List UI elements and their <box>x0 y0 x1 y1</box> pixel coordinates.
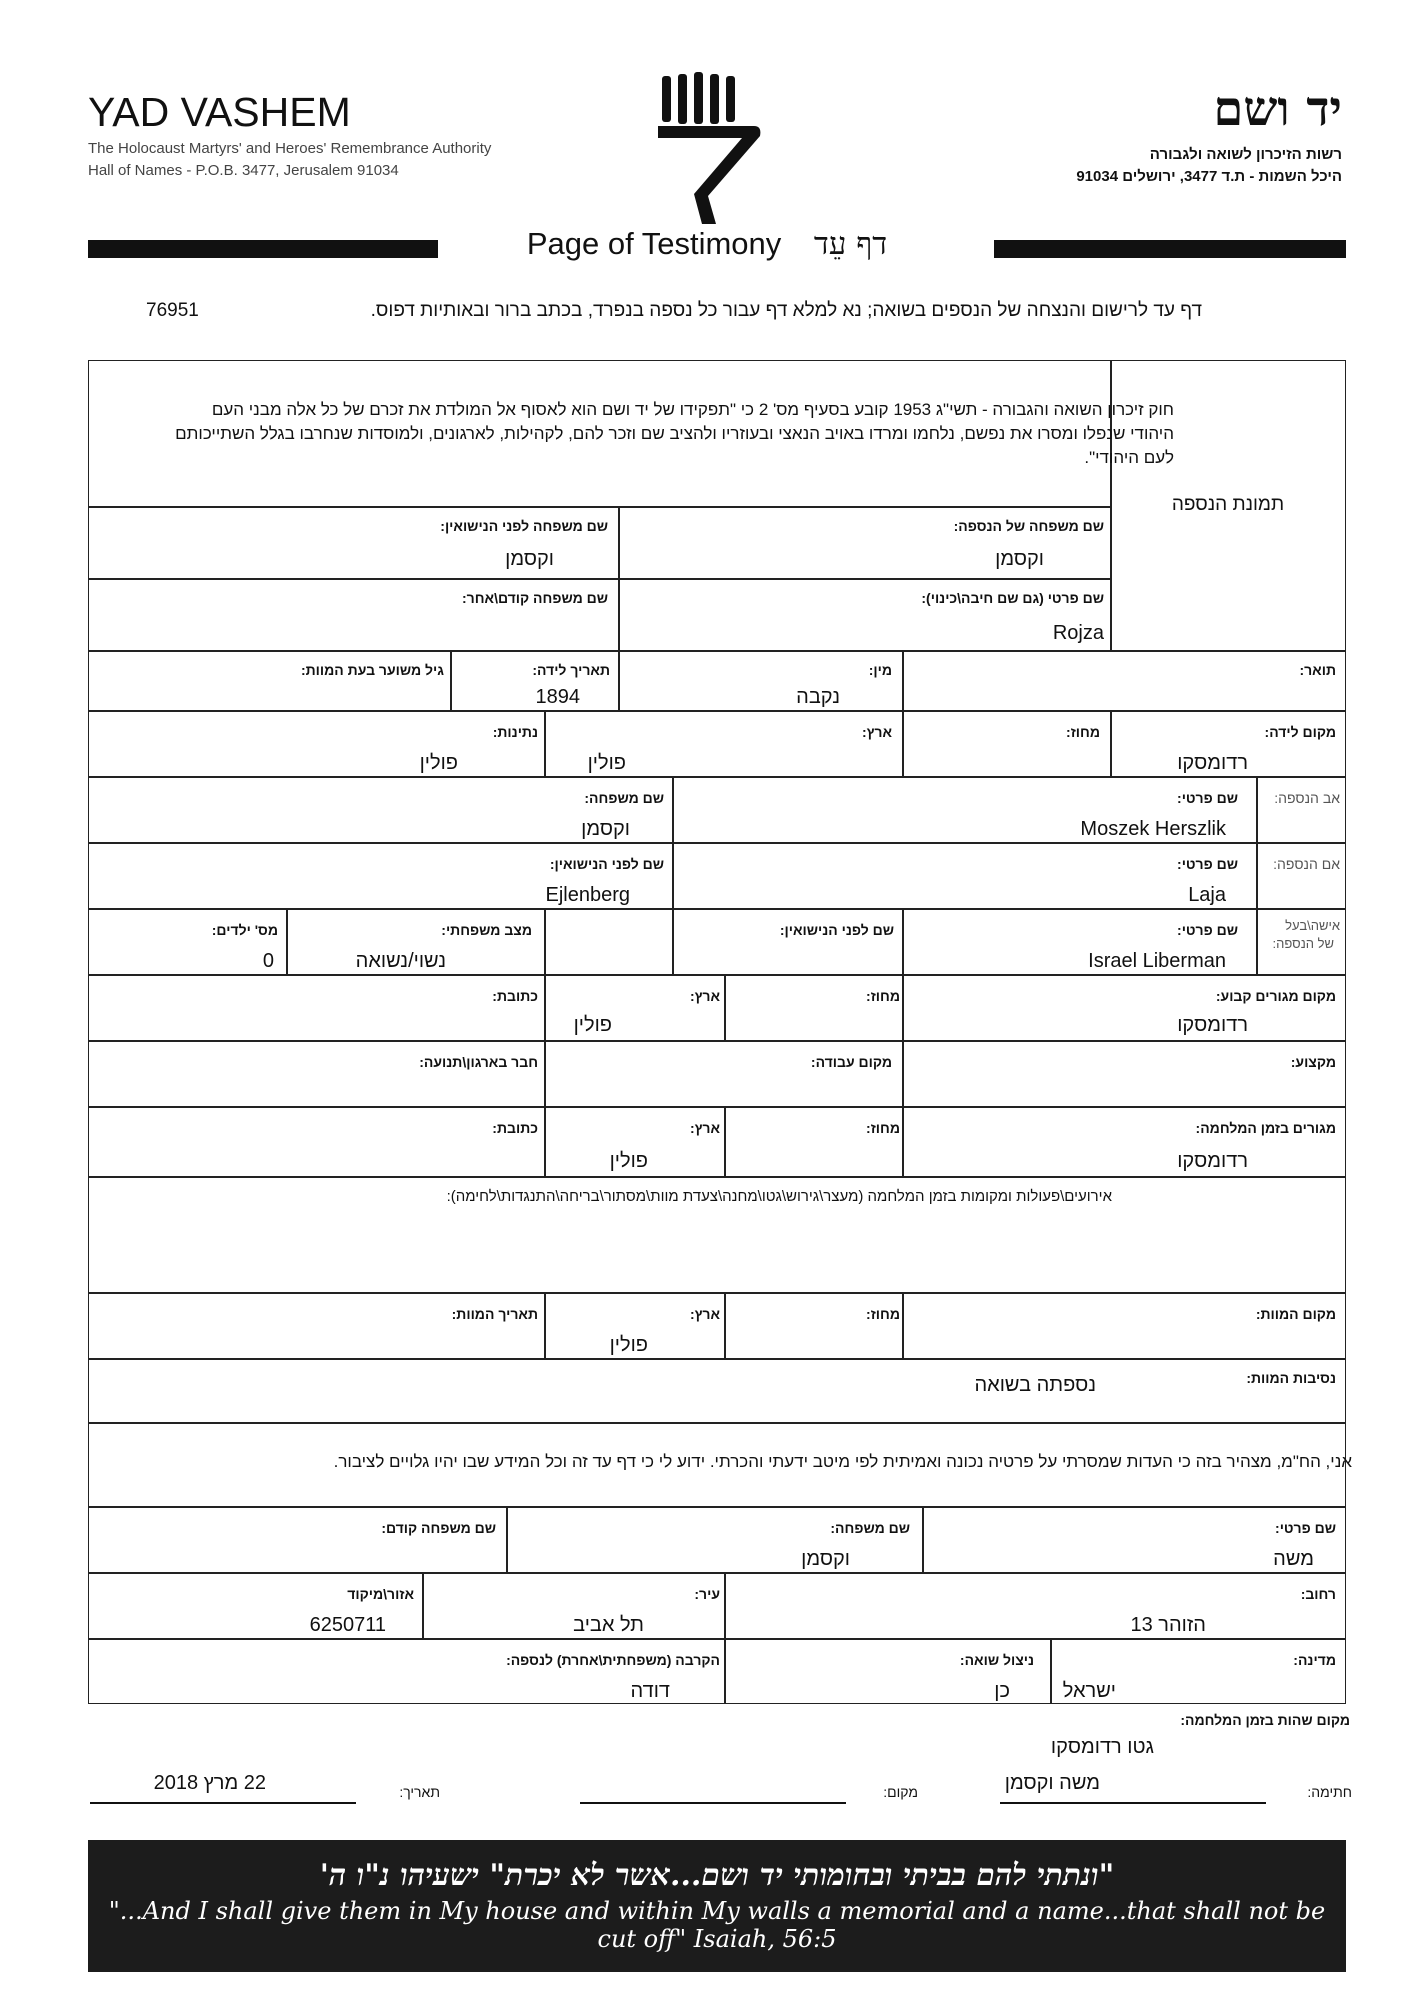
rule <box>88 710 1346 712</box>
wartime-country[interactable]: פולין <box>609 1150 648 1172</box>
wartime-address-label: כתובת: <box>492 1120 538 1136</box>
death-date-label: תאריך המוות: <box>451 1306 538 1322</box>
death-circumstances-label: נסיבות המוות: <box>1246 1370 1336 1386</box>
spouse-side-label-1: אישה\בעל <box>1285 918 1340 933</box>
place-line <box>580 1802 846 1804</box>
death-country-label: ארץ: <box>690 1306 720 1322</box>
form-box <box>88 360 1346 1704</box>
residence-country[interactable]: פולין <box>573 1014 612 1036</box>
father-first-name[interactable]: Moszek Herszlik <box>1080 818 1226 840</box>
rule <box>88 1422 1346 1424</box>
rule <box>902 908 904 974</box>
submitter-first-label: שם פרטי: <box>1275 1520 1336 1536</box>
relation-value[interactable]: דודה <box>630 1680 670 1702</box>
war-stay-label: מקום שהות בזמן המלחמה: <box>1180 1712 1350 1728</box>
victim-prev-name-label: שם משפחה קודם\אחר: <box>462 590 608 606</box>
rule <box>422 1572 424 1638</box>
title-en: Page of Testimony <box>526 226 782 261</box>
rule <box>88 1040 1346 1042</box>
birth-place[interactable]: רדומסקו <box>1177 752 1248 774</box>
organization-label: חבר בארגון\תנועה: <box>419 1054 538 1070</box>
profession-label: מקצוע: <box>1290 1054 1336 1070</box>
sign-place-label: מקום: <box>883 1784 918 1800</box>
rule <box>88 578 1110 580</box>
submitter-first-name[interactable]: משה <box>1273 1548 1314 1570</box>
victim-first-name[interactable]: Rojza <box>1052 622 1104 644</box>
rule <box>902 1292 904 1358</box>
death-district-label: מחוז: <box>866 1306 900 1322</box>
children-count[interactable]: 0 <box>262 950 274 972</box>
marital-status[interactable]: נשוי/נשואה <box>355 950 446 972</box>
relation-label: הקרבה (משפחתית\אחרת) לנספה: <box>506 1652 720 1668</box>
spouse-maiden-label: שם לפני הנישואין: <box>779 922 894 938</box>
rule <box>88 842 1346 844</box>
rule <box>88 1292 1346 1294</box>
workplace-label: מקום עבודה: <box>810 1054 892 1070</box>
signature-label: חתימה: <box>1307 1784 1352 1800</box>
war-stay-place[interactable]: גטו רדומסקו <box>1050 1736 1154 1758</box>
rule <box>618 650 620 710</box>
submitter-city[interactable]: תל אביב <box>573 1614 644 1636</box>
wartime-country-label: ארץ: <box>690 1120 720 1136</box>
wartime-district-label: מחוז: <box>866 1120 900 1136</box>
rule <box>544 710 546 776</box>
submitter-zip[interactable]: 6250711 <box>309 1614 386 1636</box>
father-first-label: שם פרטי: <box>1177 790 1238 806</box>
submitter-country-label: מדינה: <box>1293 1652 1336 1668</box>
header-english <box>88 89 492 182</box>
verse-english: "...And I shall give them in My house and within My walls a memorial and a name...that shall not be cut off" Isaiah, 56:5 <box>108 1897 1326 1953</box>
victim-last-name-label: שם משפחה של הנספה: <box>953 518 1104 534</box>
rule <box>88 650 1346 652</box>
victim-last-name[interactable]: וקסמן <box>995 548 1044 570</box>
mother-maiden-label: שם לפני הנישואין: <box>549 856 664 872</box>
rule <box>88 1176 1346 1178</box>
nationality[interactable]: פולין <box>419 752 458 774</box>
title-he: דף עֵד <box>813 226 888 262</box>
verse-banner <box>88 1840 1346 1972</box>
victim-birth-date[interactable]: 1894 <box>535 686 580 708</box>
rule <box>88 1638 1346 1640</box>
mother-side-label: אם הנספה: <box>1273 856 1340 872</box>
rule <box>672 776 674 974</box>
org-subtitle-he: רשות הזיכרון לשואה ולגבורה <box>1149 146 1342 163</box>
death-circumstances[interactable]: נספתה בשואה <box>974 1374 1096 1396</box>
submitter-country[interactable]: ישראל <box>1062 1680 1116 1702</box>
rule <box>506 1506 508 1572</box>
father-side-label: אב הנספה: <box>1274 790 1340 806</box>
victim-maiden-name[interactable]: וקסמן <box>505 548 554 570</box>
death-country[interactable]: פולין <box>609 1334 648 1356</box>
rule <box>724 1572 726 1638</box>
rule <box>544 1040 546 1106</box>
rule <box>544 1106 546 1176</box>
sign-date-value[interactable]: 22 מרץ 2018 <box>153 1772 266 1794</box>
sign-date-label: תאריך: <box>399 1784 440 1800</box>
victim-maiden-name-label: שם משפחה לפני הנישואין: <box>440 518 608 534</box>
victim-gender-label: מין: <box>868 662 892 678</box>
residence-address-label: כתובת: <box>492 988 538 1004</box>
rule <box>1050 1638 1052 1704</box>
rule <box>450 650 452 710</box>
rule <box>88 974 1346 976</box>
org-address-en: Hall of Names - P.O.B. 3477, Jerusalem 91034 <box>88 162 399 179</box>
form-number: 76951 <box>146 300 199 321</box>
rule <box>544 974 546 1040</box>
rule <box>618 506 620 650</box>
birth-country[interactable]: פולין <box>587 752 626 774</box>
submitter-prev-label: שם משפחה קודם: <box>381 1520 496 1536</box>
rule <box>724 974 726 1040</box>
photo-label[interactable]: תמונת הנספה <box>1171 494 1285 515</box>
survivor-value[interactable]: כן <box>994 1680 1010 1702</box>
org-address-he: היכל השמות - ת.ד 3477, ירושלים 91034 <box>1076 168 1342 185</box>
org-name-en: YAD VASHEM <box>88 89 351 135</box>
declaration: אני, הח"מ, מצהיר בזה כי העדות שמסרתי על פרטיה נכונה ואמיתית לפי מיטב ידעתי והכרתי. ידוע לי כי דף עד זה וכל המידע שבו יהיו גלויים לציבור. <box>333 1452 1352 1471</box>
verse-hebrew: "ונתתי להם בביתי ובחומותי יד ושם...אשר לא יכרת" ישעיהו נ"ו ה' <box>319 1858 1115 1893</box>
signature-value[interactable]: משה וקסמן <box>1004 1772 1100 1794</box>
rule <box>544 908 546 974</box>
submitter-street-label: רחוב: <box>1300 1586 1336 1602</box>
rule <box>724 1638 726 1704</box>
submitter-zip-label: אזור\מיקוד <box>347 1586 414 1602</box>
rule <box>286 908 288 974</box>
events-label: אירועים\פעולות ומקומות בזמן המלחמה (מעצר\גירוש\גטו\מחנה\צעדת מוות\מסתור\בריחה\התנגדות\לחימה): <box>446 1188 1112 1205</box>
survivor-label: ניצול שואה: <box>959 1652 1034 1668</box>
wartime-place[interactable]: רדומסקו <box>1177 1150 1248 1172</box>
rule <box>88 1572 1346 1574</box>
header-hebrew <box>1076 81 1342 188</box>
org-subtitle-en: The Holocaust Martyrs' and Heroes' Remembrance Authority <box>88 140 492 157</box>
spouse-first-label: שם פרטי: <box>1177 922 1238 938</box>
instructions: דף עד לרישום והנצחה של הנספים בשואה; נא למלא דף עבור כל נספה בנפרד, בכתב ברור ובאותיות דפוס. <box>370 300 1202 321</box>
father-last-name[interactable]: וקסמן <box>581 818 630 840</box>
birth-country-label: ארץ: <box>862 724 892 740</box>
marital-status-label: מצב משפחתי: <box>441 922 532 938</box>
rule <box>88 506 1110 508</box>
mother-first-label: שם פרטי: <box>1177 856 1238 872</box>
residence-district-label: מחוז: <box>866 988 900 1004</box>
mother-first-name[interactable]: Laja <box>1188 884 1226 906</box>
rule <box>902 974 904 1040</box>
mother-maiden-name[interactable]: Ejlenberg <box>545 884 630 906</box>
birth-place-label: מקום לידה: <box>1264 724 1336 740</box>
org-name-he: יד ושם <box>1213 81 1342 137</box>
birth-district-label: מחוז: <box>1066 724 1100 740</box>
rule <box>544 1292 546 1358</box>
rule <box>902 650 904 710</box>
rule <box>88 908 1346 910</box>
victim-gender[interactable]: נקבה <box>796 686 840 708</box>
residence-label: מקום מגורים קבוע: <box>1215 988 1336 1004</box>
nationality-label: נתינות: <box>492 724 538 740</box>
rule <box>1110 710 1112 776</box>
victim-birth-date-label: תאריך לידה: <box>532 662 610 678</box>
death-place-label: מקום המוות: <box>1255 1306 1336 1322</box>
rule <box>902 710 904 776</box>
father-last-label: שם משפחה: <box>584 790 664 806</box>
children-label: מס' ילדים: <box>211 922 278 938</box>
rule <box>1256 776 1258 974</box>
rule <box>724 1292 726 1358</box>
rule <box>88 1506 1346 1508</box>
submitter-last-name[interactable]: וקסמן <box>801 1548 850 1570</box>
victim-title-label: תואר: <box>1299 662 1336 678</box>
residence-place[interactable]: רדומסקו <box>1177 1014 1248 1036</box>
submitter-street[interactable]: הזוהר 13 <box>1130 1614 1206 1636</box>
submitter-city-label: עיר: <box>694 1586 720 1602</box>
spouse-side-label-2: של הנספה: <box>1272 936 1334 951</box>
date-line <box>90 1802 356 1804</box>
page-title <box>0 226 1414 262</box>
rule <box>902 1106 904 1176</box>
victim-first-name-label: שם פרטי (גם שם חיבה\כינוי): <box>921 590 1104 606</box>
rule <box>724 1106 726 1176</box>
rule <box>88 1106 1346 1108</box>
rule <box>88 1358 1346 1360</box>
residence-country-label: ארץ: <box>690 988 720 1004</box>
law-text: חוק זיכרון השואה והגבורה - תשי"ג 1953 קובע בסעיף מס' 2 כי "תפקידו של יד ושם הוא לאסוף אל המולדת את זכרם של כל אלה מבני העם היהודי שנפלו ומסרו את נפשם, נלחמו ומרדו באויב הנאצי ובעוזריו ולהציב שם וזכר להם, לקהילות, לארגונים, ולמוסדות שנחרבו בגלל השתייכותם לעם היהודי". <box>175 400 1174 467</box>
signature-line <box>1000 1802 1266 1804</box>
wartime-place-label: מגורים בזמן המלחמה: <box>1195 1120 1336 1136</box>
spouse-first-name[interactable]: Israel Liberman <box>1088 950 1226 972</box>
victim-age-label: גיל משוער בעת המוות: <box>300 662 444 678</box>
yad-vashem-logo-icon <box>650 72 770 228</box>
rule <box>922 1506 924 1572</box>
submitter-last-label: שם משפחה: <box>830 1520 910 1536</box>
rule <box>88 776 1346 778</box>
rule <box>902 1040 904 1106</box>
